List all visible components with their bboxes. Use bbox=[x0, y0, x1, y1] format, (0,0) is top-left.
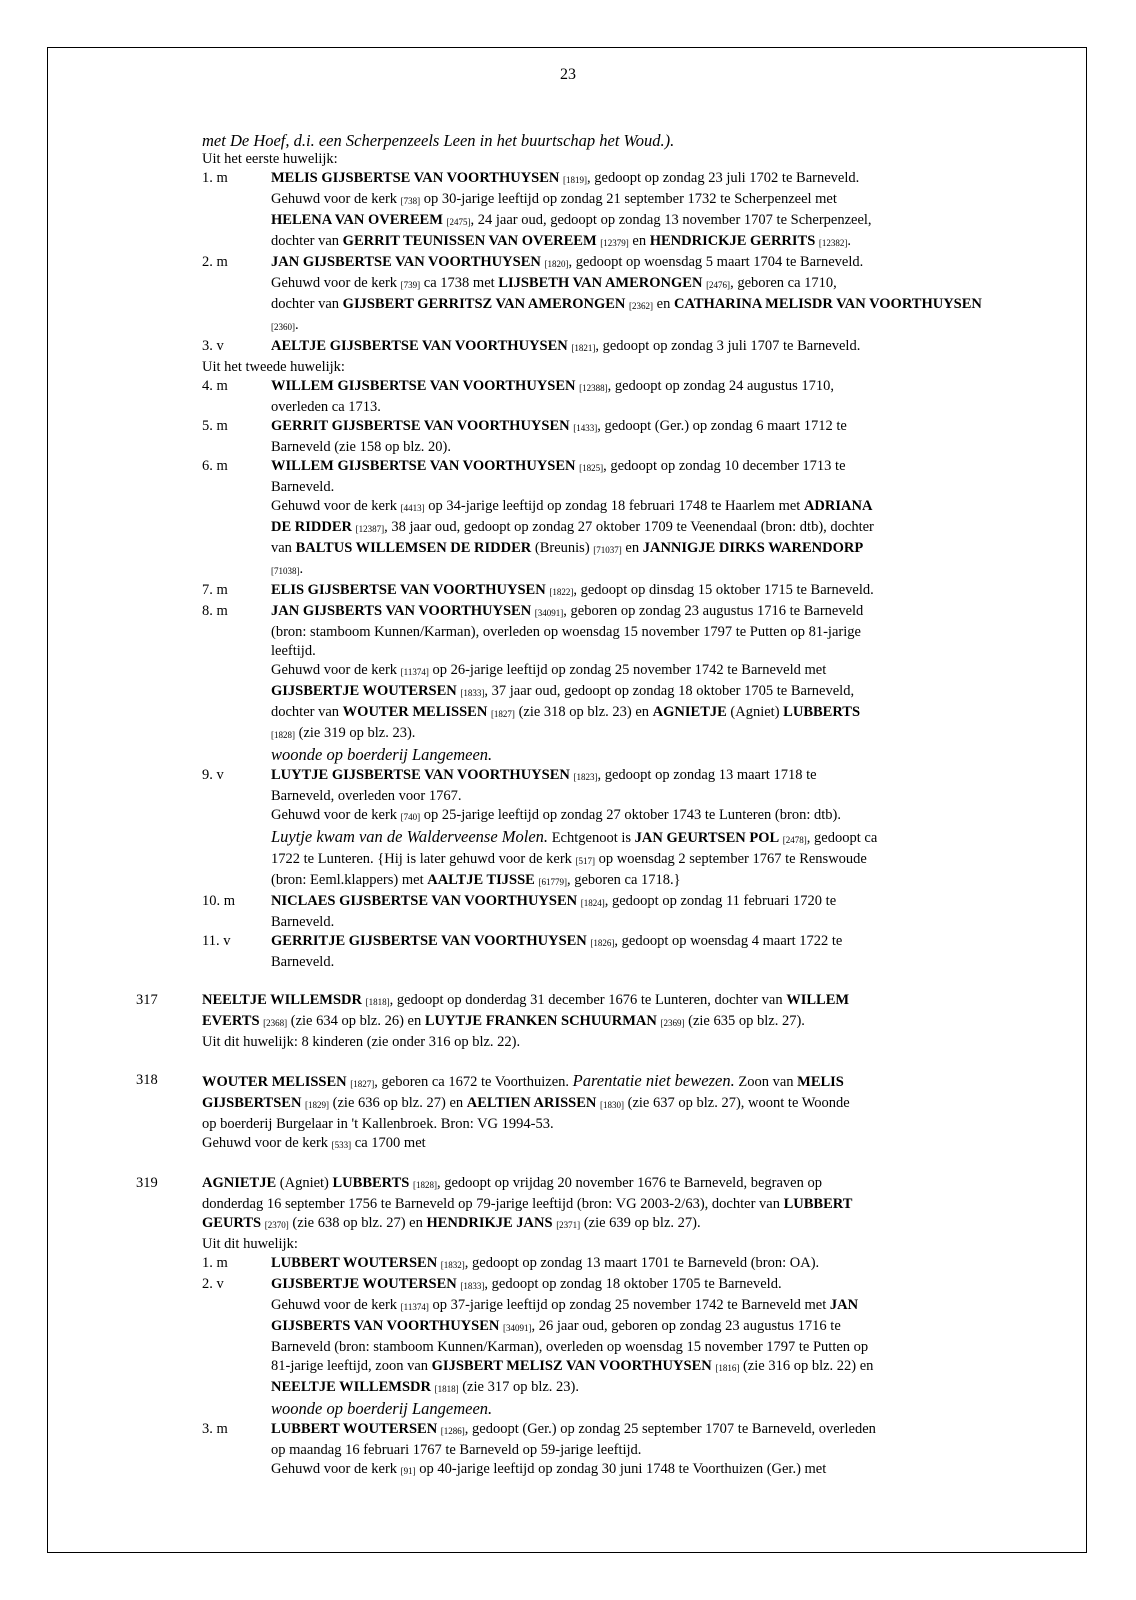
child-entry: 2. v GIJSBERTJE WOUTERSEN [1833], gedoopt op zondag 18 oktober 1705 te Barneveld. Gehuwd voor de kerk [11374] op 37-jarige leeftijd op zondag 25 november 1742 te Barneveld met JAN GIJSBERTS VAN VOORTHUYSEN [34091], 26 jaar oud, geboren op zondag 23 augustus 1716 te Barneveld (bron: stamboom Kunnen/Karman), overleden op woensdag 15 november 1797 te Putten op 81-jarige leeftijd, zoon van GIJSBERT MELISZ VAN VOORTHUYSEN [1816] (zie 316 op blz. 22) en NEELTJE WILLEMSDR [1818] (zie 317 op blz. 23). woonde op boerderij Langemeen. bbox=[202, 1276, 874, 1418]
child-entry: 8. m JAN GIJSBERTS VAN VOORTHUYSEN [34091], geboren op zondag 23 augustus 1716 te Barneveld (bron: stamboom Kunnen/Karman), overleden op woensdag 15 november 1797 te Putten op 81-jarige leeftijd. Gehuwd voor de kerk [11374] op 26-jarige leeftijd op zondag 25 november 1742 te Barneveld met GIJSBERTJE WOUTERSEN [1833], 37 jaar oud, gedoopt op zondag 18 oktober 1705 te Barneveld, dochter van WOUTER MELISSEN [1827] (zie 318 op blz. 23) en AGNIETJE (Agniet) LUBBERTS [1828] (zie 319 op blz. 23). woonde op boerderij Langemeen. bbox=[202, 603, 864, 764]
page-number: 23 bbox=[560, 66, 576, 83]
child-entry: 9. v LUYTJE GIJSBERTSE VAN VOORTHUYSEN [1823], gedoopt op zondag 13 maart 1718 te Barneveld, overleden voor 1767. Gehuwd voor de kerk [740] op 25-jarige leeftijd op zondag 27 oktober 1743 te Lunteren (bron: dtb). Luytje kwam van de Walderveense Molen. Echtgenoot is JAN GEURTSEN POL [2478], gedoopt ca 1722 te Lunteren. {Hij is later gehuwd voor de kerk [517] op woensdag 2 september 1767 te Renswoude (bron: Eeml.klappers) met AALTJE TIJSSE [61779], geboren ca 1718.} bbox=[202, 767, 878, 888]
person-entry-319: 319 AGNIETJE (Agniet) LUBBERTS [1828], gedoopt op vrijdag 20 november 1676 te Barneveld, begraven op donderdag 16 september 1756 te Barneveld op 79-jarige leeftijd (bron: VG 2003-2/63), dochter van LUBBERT GEURTS [2370] (zie 638 op blz. 27) en HENDRIKJE JANS [2371] (zie 639 op blz. 27). Uit dit huwelijk: bbox=[136, 1175, 853, 1252]
child-entry: 10. m NICLAES GIJSBERTSE VAN VOORTHUYSEN [1824], gedoopt op zondag 11 februari 1720 te Barneveld. bbox=[202, 893, 837, 930]
child-entry: 3. m LUBBERT WOUTERSEN [1286], gedoopt (Ger.) op zondag 25 september 1707 te Barneveld, overleden op maandag 16 februari 1767 te Barneveld op 59-jarige leeftijd. Gehuwd voor de kerk [91] op 40-jarige leeftijd op zondag 30 juni 1748 te Voorthuizen (Ger.) met bbox=[202, 1421, 876, 1477]
child-entry: 11. v GERRITJE GIJSBERTSE VAN VOORTHUYSEN [1826], gedoopt op woensdag 4 maart 1722 te Barneveld. bbox=[202, 933, 843, 970]
child-entry: 6. m WILLEM GIJSBERTSE VAN VOORTHUYSEN [1825], gedoopt op zondag 10 december 1713 te Barneveld. Gehuwd voor de kerk [4413] op 34-jarige leeftijd op zondag 18 februari 1748 te Haarlem met ADRIANA DE RIDDER [12387], 38 jaar oud, gedoopt op zondag 27 oktober 1709 te Veenendaal (bron: dtb), dochter van BALTUS WILLEMSEN DE RIDDER (Breunis) [71037] en JANNIGJE DIRKS WARENDORP [71038]. bbox=[202, 458, 874, 577]
person-entry-317: 317 NEELTJE WILLEMSDR [1818], gedoopt op donderdag 31 december 1676 te Lunteren, dochter van WILLEM EVERTS [2368] (zie 634 op blz. 26) en LUYTJE FRANKEN SCHUURMAN [2369] (zie 635 op blz. 27). Uit dit huwelijk: 8 kinderen (zie onder 316 op blz. 22). bbox=[136, 992, 850, 1050]
continuation-line: met De Hoef, d.i. een Scherpenzeels Leen in het buurtschap het Woud.). bbox=[202, 131, 675, 150]
child-entry: 3. v AELTJE GIJSBERTSE VAN VOORTHUYSEN [1821], gedoopt op zondag 3 juli 1707 te Barneveld. bbox=[202, 338, 861, 354]
person-entry-318: 318 WOUTER MELISSEN [1827], geboren ca 1672 te Voorthuizen. Parentatie niet bewezen. Zoon van MELIS GIJSBERTSEN [1829] (zie 636 op blz. 27) en AELTIEN ARISSEN [1830] (zie 637 op blz. 27), woont te Woonde op boerderij Burgelaar in 't Kallenbroek. Bron: VG 1994-53. Gehuwd voor de kerk [533] ca 1700 met bbox=[136, 1071, 850, 1151]
child-entry: 7. m ELIS GIJSBERTSE VAN VOORTHUYSEN [1822], gedoopt op dinsdag 15 oktober 1715 te Barneveld. bbox=[202, 582, 874, 598]
child-entry: 1. m MELIS GIJSBERTSE VAN VOORTHUYSEN [1819], gedoopt op zondag 23 juli 1702 te Barneveld. Gehuwd voor de kerk [738] op 30-jarige leeftijd op zondag 21 september 1732 te Scherpenzeel met HELENA VAN OVEREEM [2475], 24 jaar oud, gedoopt op zondag 13 november 1707 te Scherpenzeel, dochter van GERRIT TEUNISSEN VAN OVEREEM [12379] en HENDRICKJE GERRITS [12382]. bbox=[202, 170, 872, 249]
genealogy-text bbox=[136, 131, 996, 1481]
child-entry: 5. m GERRIT GIJSBERTSE VAN VOORTHUYSEN [1433], gedoopt (Ger.) op zondag 6 maart 1712 te Barneveld (zie 158 op blz. 20). bbox=[202, 418, 847, 455]
marriage-heading: Uit het eerste huwelijk: bbox=[202, 151, 338, 167]
child-entry: 4. m WILLEM GIJSBERTSE VAN VOORTHUYSEN [12388], gedoopt op zondag 24 augustus 1710, overleden ca 1713. bbox=[202, 378, 834, 415]
marriage-heading: Uit het tweede huwelijk: bbox=[202, 359, 345, 375]
child-entry: 2. m JAN GIJSBERTSE VAN VOORTHUYSEN [1820], gedoopt op woensdag 5 maart 1704 te Barneveld. Gehuwd voor de kerk [739] ca 1738 met LIJSBETH VAN AMERONGEN [2476], geboren ca 1710, dochter van GIJSBERT GERRITSZ VAN AMERONGEN [2362] en CATHARINA MELISDR VAN VOORTHUYSEN [2360]. bbox=[202, 254, 982, 333]
child-entry: 1. m LUBBERT WOUTERSEN [1832], gedoopt op zondag 13 maart 1701 te Barneveld (bron: OA). bbox=[202, 1255, 820, 1271]
